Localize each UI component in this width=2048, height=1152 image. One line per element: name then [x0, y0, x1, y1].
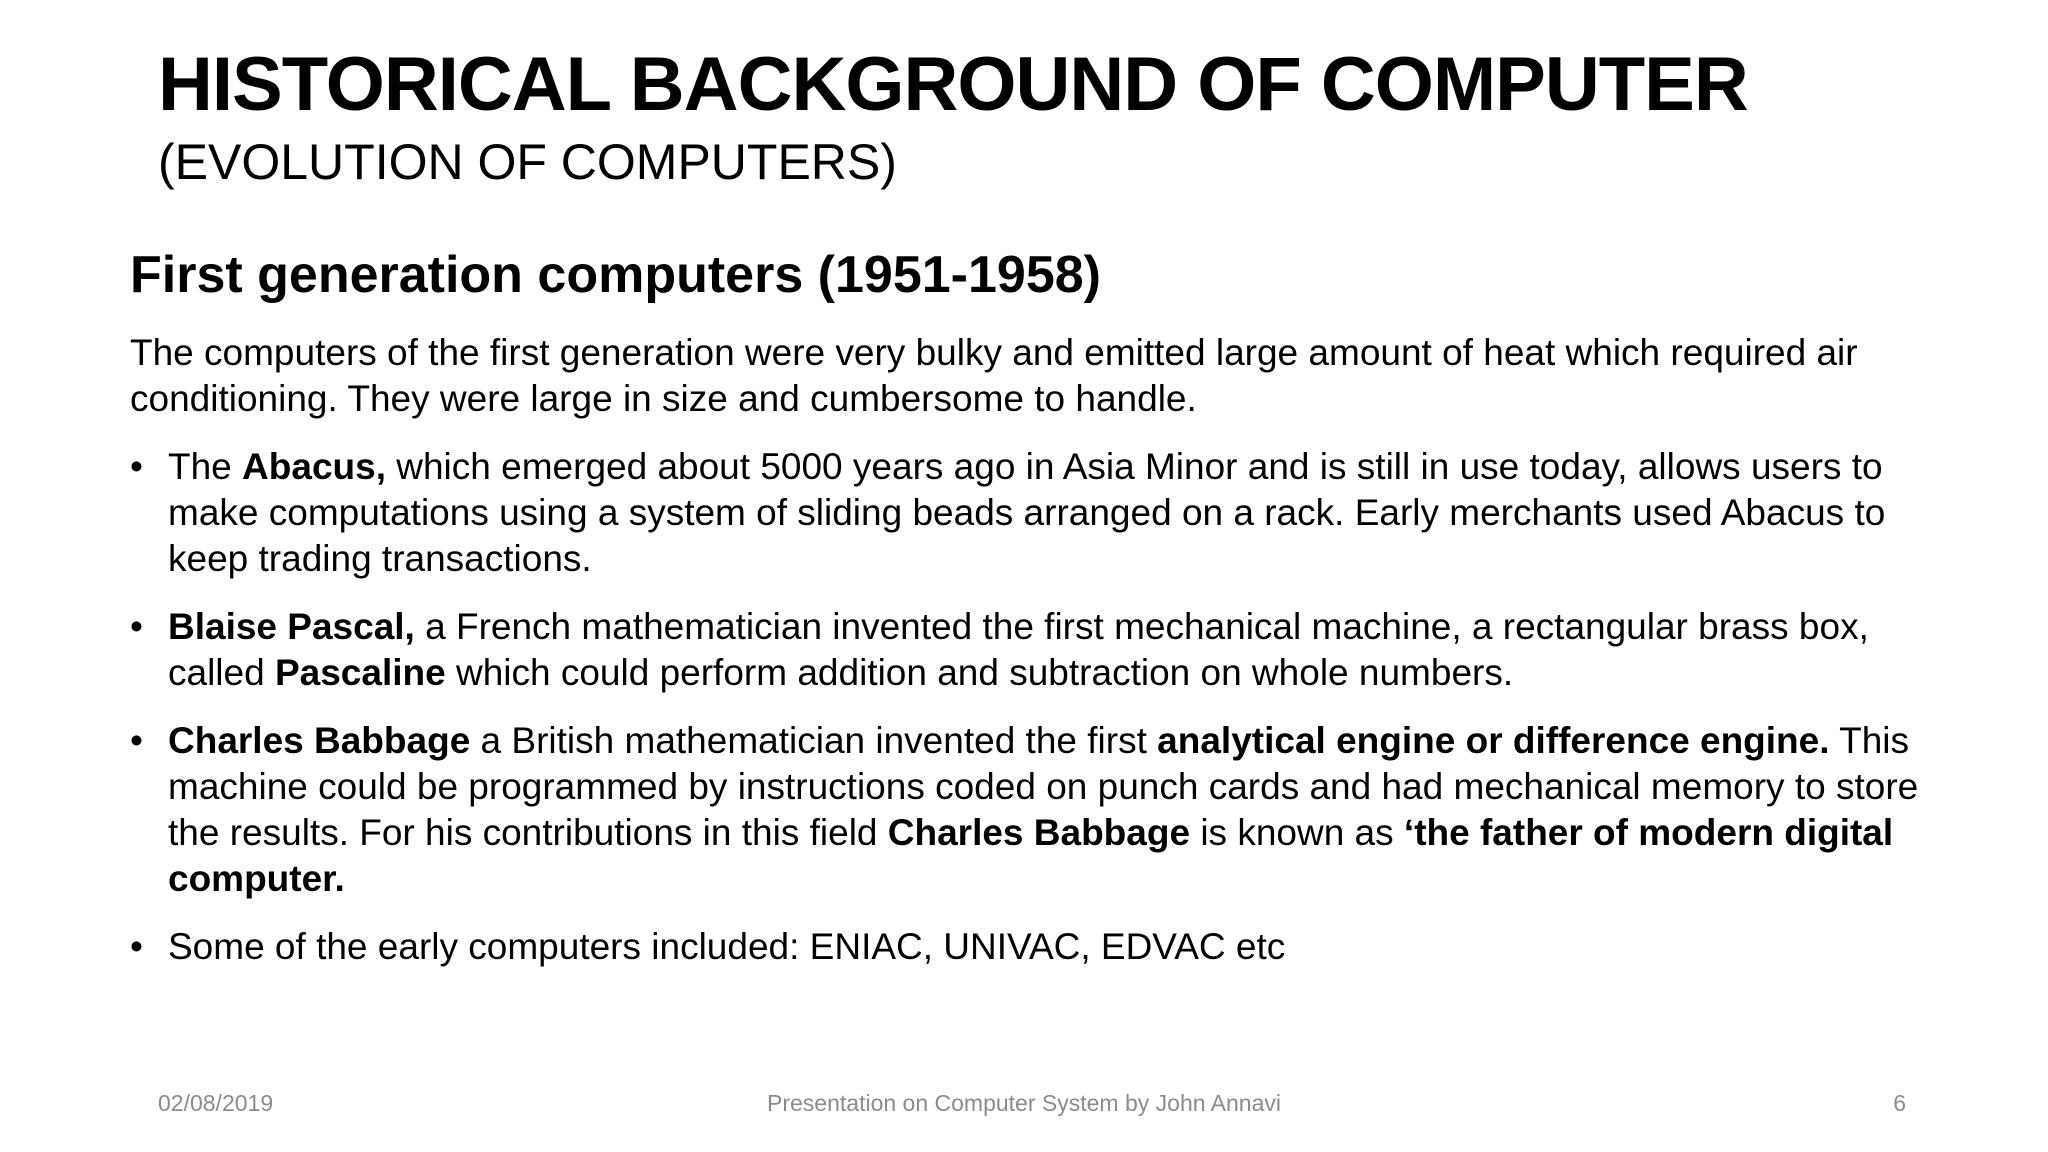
bullet-marker: •: [130, 926, 143, 967]
bullet-text-bold: Charles Babbage: [168, 720, 471, 761]
bullet-text: which could perform addition and subtraction on whole numbers.: [445, 652, 1514, 693]
bullet-text: which emerged about 5000 years ago in Asia Minor and is still in use today, allows users to make computations using a system of sliding beads arranged on a rack. Early merchants used Abacus to keep trading transactions.: [168, 446, 1886, 579]
bullet-text-bold: Charles Babbage: [887, 812, 1191, 853]
bullet-item: [130, 444, 1930, 582]
bullet-text: a British mathematician invented the first: [470, 720, 1158, 761]
bullet-text-bold: Pascaline: [274, 652, 446, 693]
section-heading: First generation computers (1951-1958): [130, 246, 1101, 304]
bullet-item: [130, 924, 1930, 970]
slide-subtitle: (EVOLUTION OF COMPUTERS): [158, 134, 897, 190]
bullet-text: is known as: [1190, 812, 1404, 853]
bullet-marker: •: [130, 720, 143, 761]
bullet-text: This machine could be programmed by instructions coded on punch cards and had mechanical memory to store the results. For his contributions in this field: [168, 720, 1919, 853]
bullet-text-bold: analytical engine or difference engine.: [1157, 720, 1830, 761]
bullet-text-bold: ‘the father of modern digital computer.: [168, 812, 1894, 899]
bullet-text: The: [168, 446, 243, 487]
slide-title: HISTORICAL BACKGROUND OF COMPUTER: [158, 42, 1748, 127]
footer-date: 02/08/2019: [158, 1090, 274, 1116]
bullet-text-bold: Abacus,: [242, 446, 386, 487]
bullet-marker: •: [130, 446, 143, 487]
bullet-text-bold: Blaise Pascal,: [168, 606, 415, 647]
bullet-item: [130, 604, 1930, 696]
footer-presentation-title: Presentation on Computer System by John Annavi: [767, 1090, 1281, 1116]
footer-page-number: 6: [1893, 1090, 1906, 1116]
bullet-item: [130, 718, 1930, 902]
bullet-marker: •: [130, 606, 143, 647]
bullet-text: Some of the early computers included: ENIAC, UNIVAC, EDVAC etc: [168, 926, 1286, 967]
bullet-text: a French mathematician invented the first mechanical machine, a rectangular brass box, called: [168, 606, 1869, 693]
bullet-list: [130, 444, 1930, 992]
intro-paragraph: The computers of the first generation were very bulky and emitted large amount of heat which required air conditioning. They were large in size and cumbersome to handle.: [130, 332, 1858, 419]
